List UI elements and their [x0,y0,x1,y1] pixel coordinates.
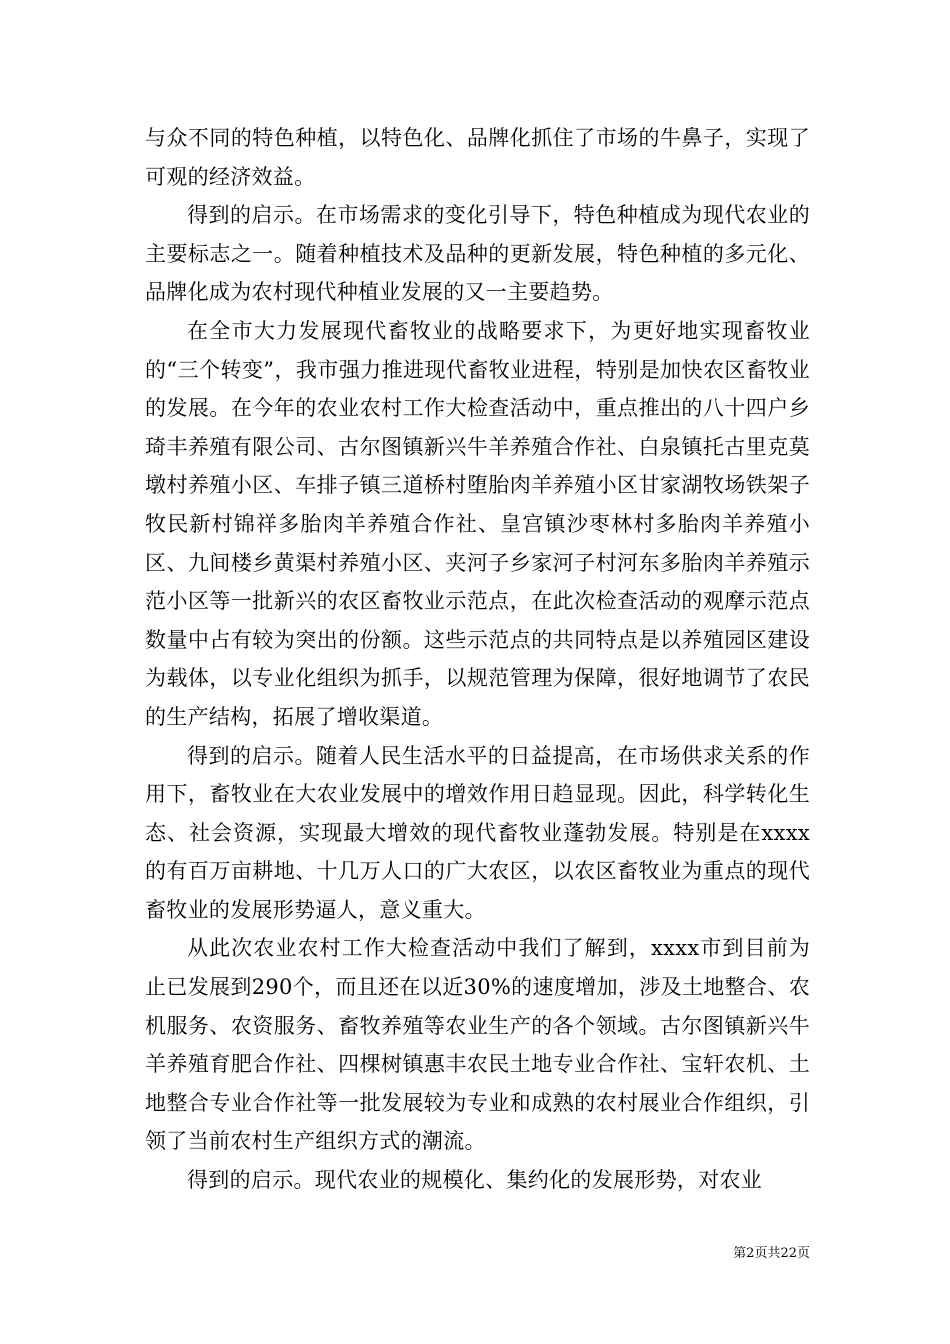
paragraph-6: 得到的启示。现代农业的规模化、集约化的发展形势，对农业 [187,1168,763,1193]
paragraph-2: 得到的启示。在市场需求的变化引导下，特色种植成为现代农业的主要标志之一。随着种植技术及品种的更新发展，特色种植的多元化、品牌化成为农村现代种植业发展的又一主要趋势。 [145,203,810,305]
document-body [145,119,810,1200]
paragraph-1: 与众不同的特色种植，以特色化、品牌化抓住了市场的牛鼻子，实现了可观的经济效益。 [145,126,810,189]
paragraph-4: 得到的启示。随着人民生活水平的日益提高，在市场供求关系的作用下，畜牧业在大农业发展中的增效作用日趋显现。因此，科学转化生态、社会资源，实现最大增效的现代畜牧业蓬勃发展。特别是在xxxx的有百万亩耕地、十几万人口的广大农区，以农区畜牧业为重点的现代畜牧业的发展形势逼人，意义重大。 [145,743,810,922]
page-number: 第2页共22页 [733,1246,810,1261]
paragraph-3: 在全市大力发展现代畜牧业的战略要求下，为更好地实现畜牧业的“三个转变”，我市强力推进现代畜牧业进程，特别是加快农区畜牧业的发展。在今年的农业农村工作大检查活动中，重点推出的八十四户乡琦丰养殖有限公司、古尔图镇新兴牛羊养殖合作社、白泉镇托古里克莫墩村养殖小区、车排子镇三道桥村堕胎肉羊养殖小区甘家湖牧场铁架子牧民新村锦祥多胎肉羊养殖合作社、皇宫镇沙枣林村多胎肉羊养殖小区、九间楼乡黄渠村养殖小区、夹河子乡家河子村河东多胎肉羊养殖示范小区等一批新兴的农区畜牧业示范点，在此次检查活动的观摩示范点数量中占有较为突出的份额。这些示范点的共同特点是以养殖园区建设为载体，以专业化组织为抓手，以规范管理为保障，很好地调节了农民的生产结构，拓展了增收渠道。 [145,318,810,729]
paragraph-5: 从此次农业农村工作大检查活动中我们了解到，xxxx市到目前为止已发展到290个，而且还在以近30%的速度增加，涉及土地整合、农机服务、农资服务、畜牧养殖等农业生产的各个领域。古尔图镇新兴牛羊养殖育肥合作社、四棵树镇惠丰农民土地专业合作社、宝轩农机、土地整合专业合作社等一批发展较为专业和成熟的农村展业合作组织，引领了当前农村生产组织方式的潮流。 [145,936,810,1154]
